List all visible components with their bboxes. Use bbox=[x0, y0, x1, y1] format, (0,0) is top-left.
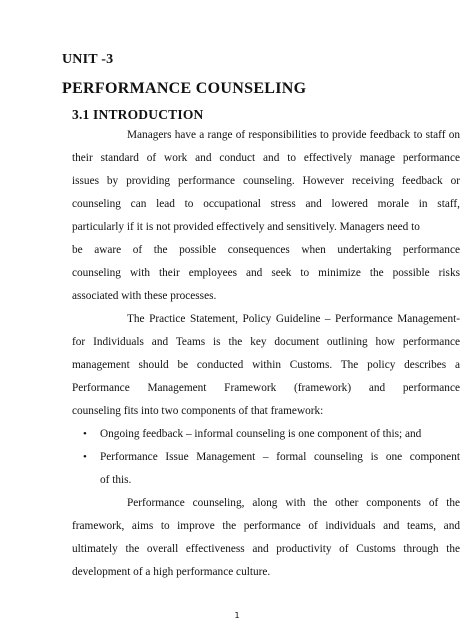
paragraph-line: management should be conducted within Customs. The policy describes a bbox=[72, 359, 460, 371]
bullet-text: of this. bbox=[100, 474, 132, 486]
paragraph-line: issues by providing performance counseling. However receiving feedback or bbox=[72, 175, 460, 187]
bullet-text: Ongoing feedback – informal counseling is one component of this; and bbox=[100, 428, 422, 440]
bullet-text: Performance Issue Management – formal counseling is one component bbox=[100, 451, 460, 463]
paragraph-line: for Individuals and Teams is the key document outlining how performance bbox=[72, 336, 460, 348]
paragraph-line: their standard of work and conduct and to effectively manage performance bbox=[72, 152, 460, 164]
paragraph-line: framework, aims to improve the performance of individuals and teams, and bbox=[72, 520, 460, 532]
paragraph-line: particularly if it is not provided effectively and sensitively. Managers need to bbox=[72, 221, 420, 233]
section-heading: 3.1 INTRODUCTION bbox=[72, 107, 204, 122]
paragraph-line: counseling fits into two components of that framework: bbox=[72, 405, 324, 417]
bullet-marker: • bbox=[83, 428, 87, 440]
paragraph-line: counseling with their employees and seek to minimize the possible risks bbox=[72, 267, 460, 279]
paragraph-line: be aware of the possible consequences when undertaking performance bbox=[72, 244, 460, 256]
chapter-title: PERFORMANCE COUNSELING bbox=[62, 80, 307, 97]
paragraph-line: associated with these processes. bbox=[72, 290, 217, 302]
bullet-marker: • bbox=[83, 451, 87, 463]
paragraph-line: Performance Management Framework (framework) and performance bbox=[72, 382, 460, 394]
paragraph-line: Managers have a range of responsibilities to provide feedback to staff on bbox=[127, 129, 460, 141]
paragraph-line: counseling can lead to occupational stress and lowered morale in staff, bbox=[72, 198, 460, 210]
paragraph-line: The Practice Statement, Policy Guideline – Performance Management- bbox=[127, 313, 460, 325]
paragraph-line: Performance counseling, along with the other components of the bbox=[127, 497, 460, 509]
paragraph-line: ultimately the overall effectiveness and productivity of Customs through the bbox=[72, 543, 460, 555]
unit-label: UNIT -3 bbox=[62, 52, 114, 67]
page-number: 1 bbox=[234, 611, 240, 620]
paragraph-line: development of a high performance culture. bbox=[72, 566, 271, 578]
